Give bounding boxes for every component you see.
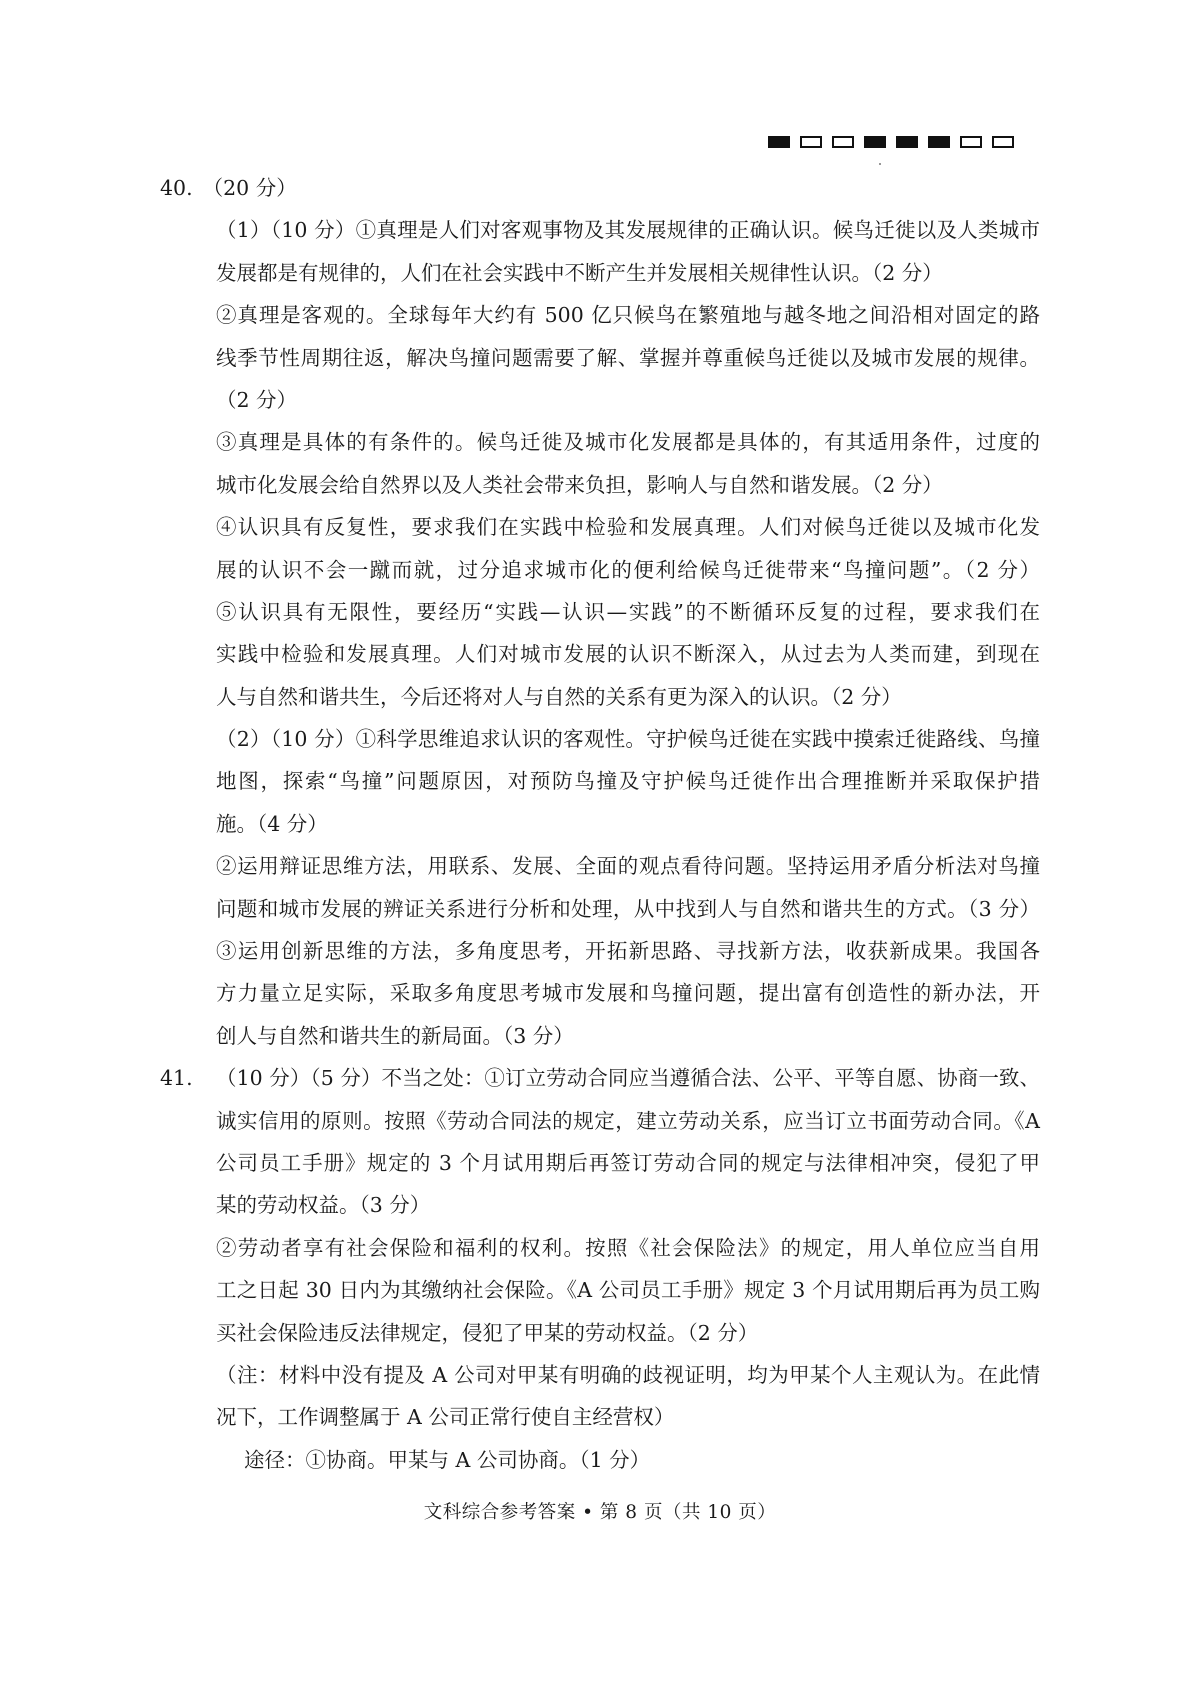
q40-p2-line: 施。（4 分） [216, 811, 328, 836]
q40-p1-line: （1）（10 分）①真理是人们对客观事物及其发展规律的正确认识。候鸟迁徙以及人类城市 [216, 218, 1040, 243]
answer-content [160, 167, 1040, 1481]
q41-line: 买社会保险违反法律规定，侵犯了甲某的劳动权益。（2 分） [216, 1320, 759, 1345]
q40-p2-line: ③运用创新思维的方法，多角度思考，开拓新思路、寻找新方法，收获新成果。我国各 [216, 939, 1040, 964]
empty-square-mark [992, 136, 1014, 148]
q41-line: 诚实信用的原则。按照《劳动合同法的规定，建立劳动关系，应当订立书面劳动合同。《A [216, 1108, 1040, 1133]
q40-p1-line: 人与自然和谐共生，今后还将对人与自然的关系有更为深入的认识。（2 分） [216, 684, 902, 709]
filled-square-mark [896, 136, 918, 148]
q40-p2-line: （2）（10 分）①科学思维追求认识的客观性。守护候鸟迁徙在实践中摸索迁徙路线、鸟撞 [216, 727, 1040, 752]
q41-line: 某的劳动权益。（3 分） [216, 1193, 431, 1218]
filled-square-mark [928, 136, 950, 148]
q40-p2-line: ②运用辩证思维方法，用联系、发展、全面的观点看待问题。坚持运用矛盾分析法对鸟撞 [216, 854, 1040, 879]
q40-p1-line: ④认识具有反复性，要求我们在实践中检验和发展真理。人们对候鸟迁徙以及城市化发 [216, 515, 1040, 540]
page-marker-strip [768, 136, 1014, 148]
q40-p1-line: 发展都是有规律的，人们在社会实践中不断产生并发展相关规律性认识。（2 分） [216, 260, 943, 285]
q40-p1-line: 实践中检验和发展真理。人们对城市发展的认识不断深入，从过去为人类而建，到现在 [216, 642, 1040, 667]
q41-line: ②劳动者享有社会保险和福利的权利。按照《社会保险法》的规定，用人单位应当自用 [216, 1235, 1040, 1260]
empty-square-mark [960, 136, 982, 148]
filled-square-mark [768, 136, 790, 148]
q41-number: 41. [160, 1066, 193, 1091]
q41-line: 工之日起 30 日内为其缴纳社会保险。《A 公司员工手册》规定 3 个月试用期后再为员工购 [216, 1278, 1040, 1303]
q40-p1-line: 城市化发展会给自然界以及人类社会带来负担，影响人与自然和谐发展。（2 分） [216, 472, 943, 497]
q40-p2-line: 问题和城市发展的辨证关系进行分析和处理，从中找到人与自然和谐共生的方式。（3 分） [216, 896, 1040, 921]
q40-p2-line: 地图，探索“鸟撞”问题原因，对预防鸟撞及守护候鸟迁徙作出合理推断并采取保护措 [216, 769, 1040, 794]
empty-square-mark [800, 136, 822, 148]
q40-p1-line: （2 分） [216, 387, 298, 412]
filled-square-mark [864, 136, 886, 148]
q40-number: 40. [160, 176, 193, 200]
q40-p2-line: 方力量立足实际，采取多角度思考城市发展和鸟撞问题，提出富有创造性的新办法，开 [216, 981, 1040, 1006]
q41-note-line: 况下，工作调整属于 A 公司正常行使自主经营权） [216, 1405, 675, 1430]
q40-p1-line: ③真理是具体的有条件的。候鸟迁徙及城市化发展都是具体的，有其适用条件，过度的 [216, 430, 1040, 455]
q40-p1-line: 线季节性周期往返，解决鸟撞问题需要了解、掌握并尊重候鸟迁徙以及城市发展的规律。 [216, 345, 1040, 370]
q41-line-1 [160, 1057, 1040, 1099]
page-footer: 文科综合参考答案 • 第 8 页（共 10 页） [423, 1502, 777, 1523]
q40-score: （20 分） [202, 176, 297, 200]
q40-p1-line: ⑤认识具有无限性，要经历“实践—认识—实践”的不断循环反复的过程，要求我们在 [216, 599, 1040, 624]
q40-header [160, 167, 1040, 209]
empty-square-mark [832, 136, 854, 148]
scan-speck [879, 163, 881, 165]
q41-line: 公司员工手册》规定的 3 个月试用期后再签订劳动合同的规定与法律相冲突，侵犯了甲 [216, 1150, 1040, 1175]
q40-p1-line: 展的认识不会一蹴而就，过分追求城市化的便利给候鸟迁徙带来“鸟撞问题”。（2 分） [216, 557, 1040, 582]
q40-p1-line: ②真理是客观的。全球每年大约有 500 亿只候鸟在繁殖地与越冬地之间沿相对固定的路 [216, 303, 1040, 328]
q41-note-line: （注：材料中没有提及 A 公司对甲某有明确的歧视证明，均为甲某个人主观认为。在此情 [216, 1362, 1040, 1387]
q41-route-line: 途径：①协商。甲某与 A 公司协商。（1 分） [244, 1447, 651, 1472]
q40-p2-line: 创人与自然和谐共生的新局面。（3 分） [216, 1023, 574, 1048]
q41-line-text: （10 分）（5 分）不当之处：①订立劳动合同应当遵循合法、公平、平等自愿、协商一致、 [216, 1066, 1040, 1091]
